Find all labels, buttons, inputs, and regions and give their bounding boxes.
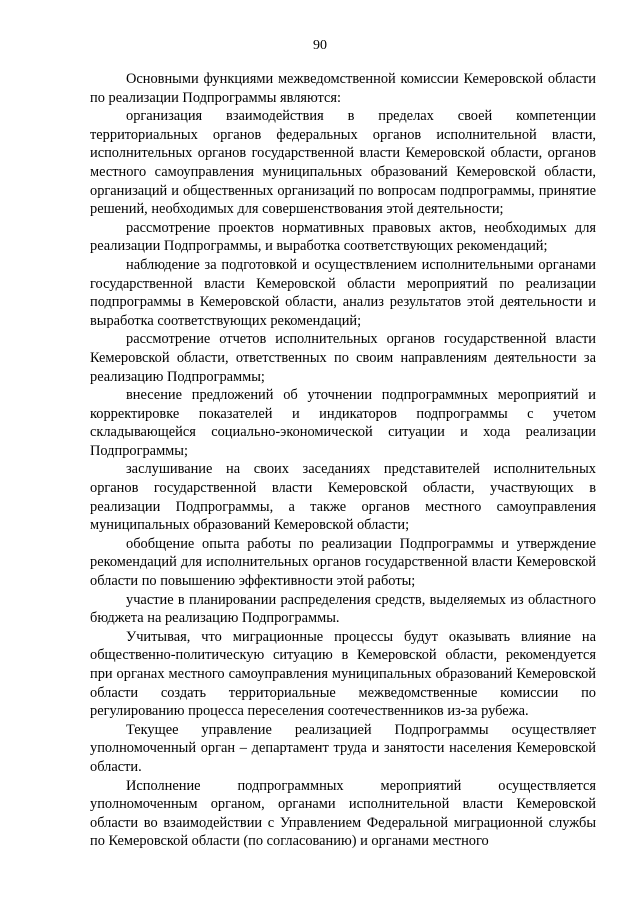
paragraph-hearings: заслушивание на своих заседаниях представителей исполнительных органов государственной власти Кемеровской области, участвующих в реализации Подпрограммы, а также органов местного самоуправления муниципальных образований Кемеровской области; bbox=[90, 461, 596, 534]
page-number: 90 bbox=[313, 38, 327, 53]
paragraph-execution: Исполнение подпрограммных мероприятий осуществляется уполномоченным органом, органами исполнительной власти Кемеровской области во взаимодействии с Управлением Федеральной миграционной службы по Кемеровской области (по согласованию) и органами местного bbox=[90, 777, 596, 850]
paragraph-experience: обобщение опыта работы по реализации Подпрограммы и утверждение рекомендаций для исполнительных органов государственной власти Кемеровской области по повышению эффективности этой работы; bbox=[90, 535, 596, 590]
paragraph-functions-intro: Основными функциями межведомственной комиссии Кемеровской области по реализации Подпрограммы являются: bbox=[90, 71, 596, 106]
paragraph-management: Текущее управление реализацией Подпрограммы осуществляет уполномоченный орган – департамент труда и занятости населения Кемеровской области. bbox=[90, 721, 596, 775]
paragraph-monitoring: наблюдение за подготовкой и осуществлением исполнительными органами государственной власти Кемеровской области мероприятий по реализации подпрограммы в Кемеровской области, анализ результатов этой деятельности и выработка соответствующих рекомендаций; bbox=[90, 256, 596, 329]
paragraph-reports: рассмотрение отчетов исполнительных органов государственной власти Кемеровской области, ответственных по своим направлениям деятельности за реализацию Подпрограммы; bbox=[90, 331, 596, 385]
paragraph-legal-acts: рассмотрение проектов нормативных правовых актов, необходимых для реализации Подпрограммы, и выработка соответствующих рекомендаций; bbox=[90, 219, 596, 255]
paragraph-funding: участие в планировании распределения средств, выделяемых из областного бюджета на реализацию Подпрограммы. bbox=[90, 591, 596, 627]
paragraph-coordination: организация взаимодействия в пределах своей компетенции территориальных органов федеральных органов исполнительной власти, исполнительных органов государственной власти Кемеровской области, органов местного самоуправления муниципальных образований Кемеровской области, организаций и общественных организаций по вопросам подпрограммы, принятие решений, необходимых для совершенствования этой деятельности; bbox=[90, 108, 596, 218]
paragraph-migration: Учитывая, что миграционные процессы будут оказывать влияние на общественно-политическую ситуацию в Кемеровской области, рекомендуется при органах местного самоуправления муниципальных образований Кемеровской области создать территориальные межведомственные комиссии по регулированию процесса переселения соотечественников из-за рубежа. bbox=[90, 628, 596, 720]
paragraph-proposals: внесение предложений об уточнении подпрограммных мероприятий и корректировке показателей и индикаторов подпрограммы с учетом складывающейся социально-экономической ситуации и хода реализации Подпрограммы; bbox=[90, 387, 596, 459]
body-text bbox=[90, 70, 596, 851]
